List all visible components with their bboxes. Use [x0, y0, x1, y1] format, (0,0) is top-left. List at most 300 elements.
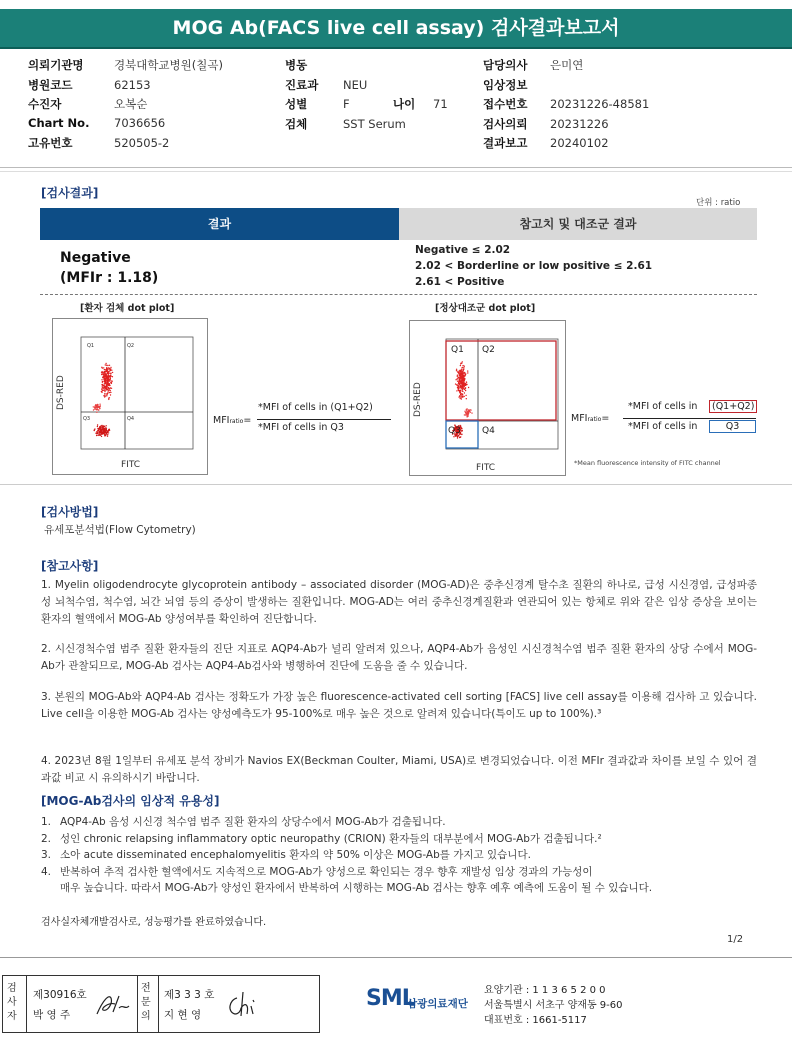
info-row — [28, 77, 223, 97]
quadrant-label: Q2 — [482, 345, 495, 355]
dot — [102, 384, 103, 385]
clinical-item — [41, 831, 652, 848]
dot — [471, 412, 472, 413]
dot — [101, 374, 102, 375]
dot — [101, 434, 102, 435]
dot — [103, 427, 104, 428]
dot — [458, 378, 459, 379]
method-text: 유세포분석법(Flow Cytometry) — [44, 524, 196, 536]
dot — [110, 390, 111, 391]
item-text: 소아 acute disseminated encephalomyelitis 환자의 약 50% 이상은 MOG-Ab를 가지고 있습니다. — [60, 849, 531, 861]
quadrant-label: Q2 — [127, 343, 135, 349]
dot — [106, 369, 107, 370]
info-value: SST Serum — [343, 116, 406, 131]
info-label: 고유번호 — [28, 136, 73, 150]
dot — [468, 413, 469, 414]
result-divider — [40, 294, 757, 295]
info-col-3 — [483, 57, 649, 155]
dot — [455, 383, 456, 384]
dot — [107, 434, 108, 435]
specialist-license: 제3 3 3 호 — [164, 989, 215, 1001]
info-row — [28, 96, 223, 116]
info-row — [28, 116, 223, 136]
item-number: 4. — [41, 865, 52, 878]
dot — [108, 376, 109, 377]
dot — [457, 376, 458, 377]
info-row — [28, 135, 223, 155]
formula-eq: = — [601, 413, 610, 424]
dot — [110, 394, 111, 395]
dot — [464, 379, 465, 380]
dot — [462, 396, 463, 397]
dot — [465, 395, 466, 396]
tester-license: 제30916호 — [33, 989, 87, 1001]
dot — [94, 430, 95, 431]
dot — [109, 375, 110, 376]
note-paragraph-4: 4. 2023년 8월 1일부터 유세포 분석 장비가 Navios EX(Beckman Coulter, Miami, USA)로 변경되었습니다. 이전 MFIr 결과값과 차이를 보일 수 있어 결과값 비교 시 유의하시기 바랍니다. — [41, 755, 757, 784]
dot — [106, 395, 107, 396]
info-label: 검사의뢰 — [483, 116, 528, 131]
dot — [466, 398, 467, 399]
formula-footnote: *Mean fluorescence intensity of FITC channel — [574, 459, 721, 467]
dot — [108, 388, 109, 389]
x-axis-label: FITC — [121, 460, 141, 470]
dot — [104, 382, 105, 383]
dot — [467, 370, 468, 371]
tester-signature — [93, 990, 133, 1020]
info-separator-2 — [0, 171, 792, 172]
info-row — [28, 57, 223, 77]
info-label: 접수번호 — [483, 97, 528, 111]
dot — [108, 432, 109, 433]
dot — [101, 367, 102, 368]
dot — [102, 386, 103, 387]
dot — [101, 425, 102, 426]
info-row — [483, 135, 649, 155]
dot — [461, 398, 462, 399]
clinical-item — [41, 880, 652, 897]
dot — [104, 394, 105, 395]
dot — [110, 380, 111, 381]
dot — [109, 365, 110, 366]
dot — [98, 432, 99, 433]
dot — [110, 378, 111, 379]
dot — [457, 436, 458, 437]
info-label: 성별 — [285, 97, 308, 111]
dot — [461, 434, 462, 435]
dot — [103, 372, 104, 373]
dot — [462, 361, 463, 362]
dot-cloud — [93, 363, 114, 437]
info-row — [285, 96, 448, 116]
dot — [457, 437, 458, 438]
dot — [462, 376, 463, 377]
dot — [458, 386, 459, 387]
dot — [106, 365, 107, 366]
dot — [464, 389, 465, 390]
dot — [460, 397, 461, 398]
control-plot-title: [정상대조군 dot plot] — [435, 303, 536, 314]
dot — [111, 383, 112, 384]
formula-denominator: *MFI of cells in Q3 — [258, 422, 344, 433]
dot — [110, 392, 111, 393]
dot — [109, 429, 110, 430]
formula-lhs — [571, 413, 609, 424]
info-row — [483, 96, 649, 116]
dot — [105, 376, 106, 377]
dot — [459, 381, 460, 382]
formula-numerator-prefix: *MFI of cells in — [628, 401, 698, 412]
signature-box — [2, 975, 320, 1033]
dot — [460, 370, 461, 371]
reference-negative: Negative ≤ 2.02 — [415, 244, 511, 256]
info-value: 20231226 — [550, 116, 609, 131]
info-label: 병원코드 — [28, 77, 73, 92]
item-text: 반복하여 추적 검사한 혈액에서도 지속적으로 MOG-Ab가 양성으로 확인되는 경우 향후 재발성 임상 경과의 가능성이 — [60, 865, 593, 878]
footer-separator — [0, 957, 792, 958]
dot — [467, 411, 468, 412]
info-value: 오복순 — [114, 97, 148, 111]
age-label: 나이 — [393, 97, 416, 111]
dot — [464, 375, 465, 376]
dot — [112, 372, 113, 373]
dot — [464, 411, 465, 412]
dot — [456, 384, 457, 385]
dot — [464, 392, 465, 393]
quadrant-label: Q1 — [451, 345, 464, 355]
dot — [470, 409, 471, 410]
dot — [460, 394, 461, 395]
dot — [101, 427, 102, 428]
dot — [105, 433, 106, 434]
dot — [461, 431, 462, 432]
dot — [462, 374, 463, 375]
info-value: 경북대학교병원(칠곡) — [114, 58, 223, 72]
dot — [106, 425, 107, 426]
dot — [465, 414, 466, 415]
quadrant-label: Q4 — [482, 426, 495, 436]
info-value: 20240102 — [550, 136, 609, 150]
item-number: 1. — [41, 816, 52, 828]
dot — [97, 435, 98, 436]
dot — [460, 374, 461, 375]
org-address: 서울특별시 서초구 양재동 9-60 — [484, 1000, 623, 1011]
dot — [105, 378, 106, 379]
dot — [102, 382, 103, 383]
dot — [107, 365, 108, 366]
validation-note: 검사실자체개발검사로, 성능평가를 완료하였습니다. — [41, 917, 267, 928]
reference-borderline: 2.02 < Borderline or low positive ≤ 2.61 — [415, 260, 653, 272]
dot — [101, 431, 102, 432]
info-separator — [0, 167, 792, 168]
formula-line — [257, 419, 391, 420]
dot — [108, 430, 109, 431]
dot — [108, 390, 109, 391]
dot — [104, 369, 105, 370]
dot — [457, 381, 458, 382]
dot — [456, 369, 457, 370]
dot — [463, 380, 464, 381]
dot — [101, 428, 102, 429]
patient-dot-plot — [52, 318, 208, 475]
dot — [110, 367, 111, 368]
dot — [107, 386, 108, 387]
dot — [99, 435, 100, 436]
dot — [456, 390, 457, 391]
dot — [458, 382, 459, 383]
result-status: Negative — [60, 250, 131, 266]
y-axis-label: DS-RED — [413, 382, 423, 417]
tester-name: 박 영 주 — [33, 1009, 71, 1021]
dot — [464, 385, 465, 386]
dot — [112, 376, 113, 377]
info-row — [285, 116, 448, 136]
dot — [459, 384, 460, 385]
item-number: 2. — [41, 832, 52, 845]
dot — [96, 431, 97, 432]
dot — [469, 411, 470, 412]
dot — [107, 391, 108, 392]
dot — [462, 367, 463, 368]
divider — [26, 976, 27, 1032]
dot — [108, 387, 109, 388]
quadrant-label: Q3 — [448, 426, 461, 436]
dot — [463, 369, 464, 370]
org-phone: 대표번호 : 1661-5117 — [484, 1015, 587, 1026]
dot — [460, 390, 461, 391]
tester-label: 검사자 — [7, 983, 17, 1022]
x-axis-label: FITC — [476, 463, 496, 473]
patient-dot-plot-svg — [53, 319, 207, 474]
dot — [465, 390, 466, 391]
results-section-title: [검사결과] — [41, 186, 99, 200]
dot — [462, 394, 463, 395]
dot — [109, 373, 110, 374]
dot — [465, 373, 466, 374]
dot — [466, 381, 467, 382]
clinical-item — [41, 847, 652, 864]
dot — [101, 371, 102, 372]
dot — [106, 388, 107, 389]
dot — [101, 389, 102, 390]
dot — [463, 370, 464, 371]
dot — [96, 435, 97, 436]
dot — [105, 388, 106, 389]
dot — [464, 366, 465, 367]
dot — [457, 378, 458, 379]
dot — [467, 414, 468, 415]
dot — [459, 379, 460, 380]
dot — [105, 363, 106, 364]
dot — [460, 365, 461, 366]
dot — [100, 405, 101, 406]
dot — [459, 377, 460, 378]
dot — [112, 381, 113, 382]
clinical-list — [41, 814, 652, 897]
formula-mfi: MFI — [213, 415, 230, 426]
dot — [97, 426, 98, 427]
dot — [463, 387, 464, 388]
dot — [459, 396, 460, 397]
item-text: 매우 높습니다. 따라서 MOG-Ab가 양성인 환자에서 반복하여 시행하는 MOG-Ab 검사는 향후 예후 예측에 도움이 될 수 있습니다. — [60, 882, 653, 894]
dot — [96, 433, 97, 434]
clinical-section-title: [MOG-Ab검사의 임상적 유용성] — [41, 794, 220, 808]
dot — [99, 428, 100, 429]
info-row — [483, 77, 649, 97]
note-paragraph-3: 3. 본원의 MOG-Ab와 AQP4-Ab 검사는 정확도가 가장 높은 fluorescence-activated cell sorting [FACS] live cell assay를 이용해 검사하 고 있습니다. Live cell을 이용한 MOG-Ab 검사는 양성예측도가 95-100%로 매우 높은 것으로 알려져 있습니다(특이도 up to 100%).³ — [41, 691, 757, 720]
info-value: 62153 — [114, 77, 151, 92]
age-value: 71 — [433, 97, 448, 111]
dot — [96, 412, 97, 413]
dot — [109, 370, 110, 371]
dot — [101, 436, 102, 437]
dot — [466, 410, 467, 411]
dot — [104, 391, 105, 392]
info-label: 검체 — [285, 116, 308, 131]
dot — [98, 409, 99, 410]
dot — [461, 384, 462, 385]
dot — [110, 368, 111, 369]
dot — [466, 409, 467, 410]
specialist-name: 지 현 영 — [164, 1009, 202, 1021]
specialist-label: 전문의 — [141, 983, 151, 1022]
unit-label: 단위 : ratio — [696, 198, 741, 208]
dot — [459, 387, 460, 388]
formula-sub: ratio — [229, 418, 244, 425]
dot — [93, 409, 94, 410]
quadrant-label: Q3 — [83, 416, 91, 422]
dot — [108, 399, 109, 400]
dot — [107, 384, 108, 385]
control-dot-plot-svg — [410, 321, 565, 475]
dot — [109, 392, 110, 393]
title-underline — [0, 47, 792, 49]
dot — [460, 398, 461, 399]
dot — [100, 434, 101, 435]
info-label: 수진자 — [28, 97, 62, 111]
info-col-1 — [28, 57, 223, 155]
y-axis-label: DS-RED — [56, 375, 66, 410]
info-value: 20231226-48581 — [550, 97, 650, 111]
formula-denominator-box: Q3 — [709, 420, 756, 433]
specialist-signature — [223, 988, 263, 1020]
formula-mfi: MFI — [571, 413, 588, 424]
patient-plot-title: [환자 검체 dot plot] — [80, 303, 175, 314]
info-value: NEU — [343, 77, 368, 92]
dot — [103, 431, 104, 432]
info-value: 은미연 — [550, 58, 584, 72]
dot — [94, 428, 95, 429]
divider — [158, 976, 159, 1032]
dot — [105, 435, 106, 436]
formula-numerator-box: (Q1+Q2) — [709, 400, 757, 413]
dot — [105, 396, 106, 397]
info-label: 진료과 — [285, 77, 319, 92]
dot — [94, 406, 95, 407]
dot — [107, 382, 108, 383]
dot — [97, 406, 98, 407]
dot — [109, 380, 110, 381]
dot — [466, 416, 467, 417]
dot — [104, 426, 105, 427]
dot — [97, 424, 98, 425]
dot — [105, 364, 106, 365]
dot — [468, 387, 469, 388]
dot — [93, 406, 94, 407]
item-number: 3. — [41, 849, 52, 861]
info-value: 7036656 — [114, 115, 166, 130]
formula-denominator-prefix: *MFI of cells in — [628, 421, 698, 432]
dot — [106, 367, 107, 368]
note-paragraph-1: 1. Myelin oligodendrocyte glycoprotein antibody – associated disorder (MOG-AD)은 중추신경계 탈수초 질환의 하나로, 급성 시신경염, 급성파종성 뇌척수염, 척수염, 뇌간 뇌염 등의 증상이 발생하는 질환입니다. MOG-AD는 여러 중추신경계질환과 연관되어 있는 항체로 위와 같은 임상 증상을 보이는 환자의 혈액에서 MOG-Ab 양성여부를 확인하여 진단합니다. — [41, 579, 757, 625]
dot — [105, 430, 106, 431]
dot — [107, 436, 108, 437]
page-number: 1/2 — [727, 934, 744, 945]
dot — [456, 370, 457, 371]
clinical-item — [41, 814, 652, 831]
info-label: 의뢰기관명 — [28, 58, 84, 72]
dot — [464, 414, 465, 415]
dot — [467, 372, 468, 373]
dot — [462, 391, 463, 392]
dot — [105, 386, 106, 387]
dot — [103, 385, 104, 386]
dot — [94, 409, 95, 410]
info-label: 담당의사 — [483, 58, 528, 72]
dot — [97, 405, 98, 406]
info-label: Chart No. — [28, 115, 90, 130]
formula-eq: = — [243, 415, 252, 426]
info-value: 520505-2 — [114, 136, 170, 150]
divider — [137, 976, 138, 1032]
org-name: 삼광의료재단 — [407, 998, 468, 1010]
note-paragraph-2: 2. 시신경척수염 범주 질환 환자들의 진단 지표로 AQP4-Ab가 널리 알려져 있으나, AQP4-Ab가 음성인 시신경척수염 범주 질환 환자의 상당 수에서 MOG-Ab가 관찰되므로, MOG-Ab 검사는 AQP4-Ab검사와 병행하여 진단에 도움을 줄 수 있습니다. — [41, 643, 757, 672]
item-text: 성인 chronic relapsing inflammatory optic neuropathy (CRION) 환자들의 대부분에서 MOG-Ab가 검출됩니다.² — [60, 832, 602, 845]
dot — [108, 377, 109, 378]
dot — [101, 379, 102, 380]
dot — [103, 367, 104, 368]
quadrant-label: Q4 — [127, 416, 135, 422]
sml-logo: SML — [366, 986, 415, 1011]
dot — [465, 412, 466, 413]
clinical-item — [41, 864, 652, 881]
results-separator — [0, 484, 792, 485]
formula-lhs — [213, 415, 251, 426]
dot — [109, 397, 110, 398]
dot — [453, 436, 454, 437]
info-row — [285, 77, 448, 97]
dot — [107, 379, 108, 380]
dot — [461, 369, 462, 370]
dot — [464, 383, 465, 384]
dot — [460, 363, 461, 364]
dot — [104, 393, 105, 394]
dot — [103, 376, 104, 377]
dot — [461, 379, 462, 380]
reference-ranges — [415, 242, 652, 290]
dot — [97, 409, 98, 410]
info-label: 병동 — [285, 58, 308, 72]
dot — [458, 372, 459, 373]
info-row — [483, 116, 649, 136]
dot — [466, 384, 467, 385]
formula-sub: ratio — [587, 416, 602, 423]
result-value — [60, 248, 158, 288]
formula-line — [623, 418, 756, 419]
result-mfir: (MFIr : 1.18) — [60, 270, 159, 286]
dot — [99, 407, 100, 408]
dot — [462, 365, 463, 366]
